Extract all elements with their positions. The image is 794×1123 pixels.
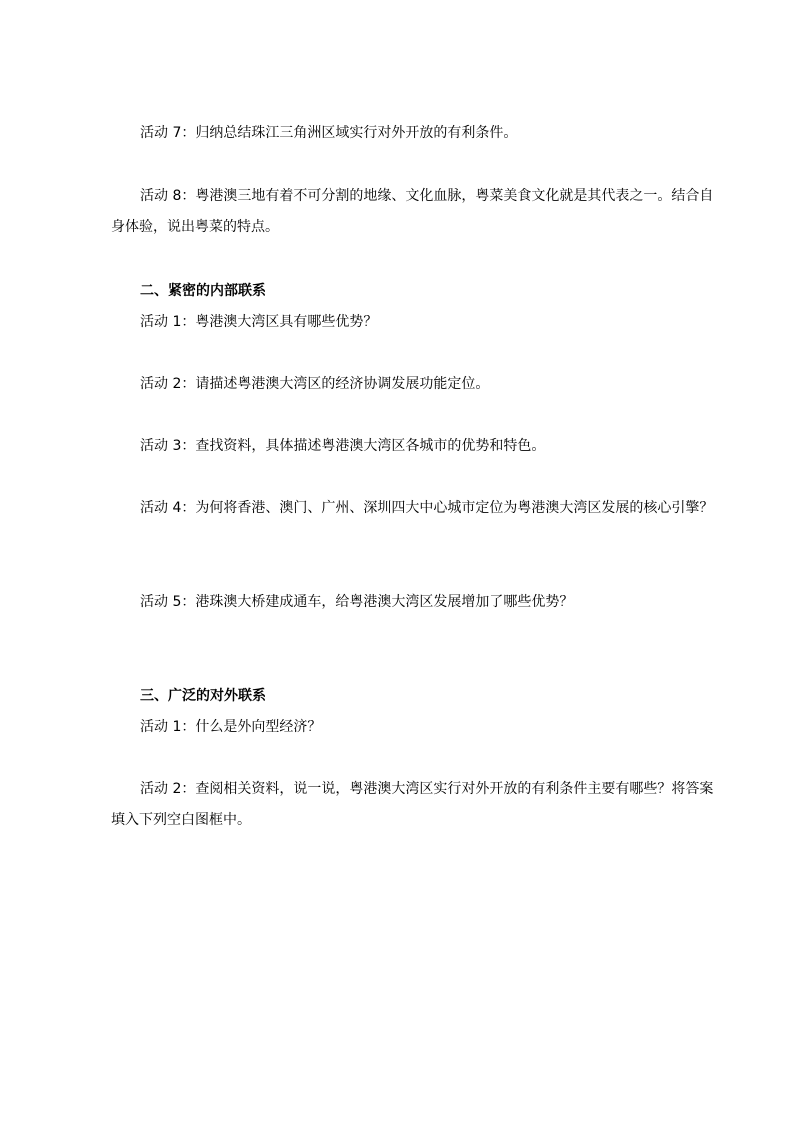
- section-2-activity-5: 活动 5：港珠澳大桥建成通车，给粤港澳大湾区发展增加了哪些优势？: [140, 594, 574, 610]
- section-2-activity-1: 活动 1：粤港澳大湾区具有哪些优势？: [140, 314, 378, 330]
- section-2-activity-2: 活动 2：请描述粤港澳大湾区的经济协调发展功能定位。: [140, 376, 490, 392]
- section-3-activity-1: 活动 1：什么是外向型经济？: [140, 719, 322, 735]
- section-3-activity-2: 活动 2：查阅相关资料，说一说，粤港澳大湾区实行对外开放的有利条件主要有哪些？将答案填入下列空白图框中。: [111, 781, 714, 828]
- activity-8-text: 活动 8：粤港澳三地有着不可分割的地缘、文化血脉，粤菜美食文化就是其代表之一。结合自身体验，说出粤菜的特点。: [111, 188, 714, 235]
- section-2-activity-3: 活动 3：查找资料，具体描述粤港澳大湾区各城市的优势和特色。: [140, 438, 546, 454]
- section-2-heading: 二、紧密的内部联系: [140, 283, 266, 299]
- section-2-activity-4: 活动 4：为何将香港、澳门、广州、深圳四大中心城市定位为粤港澳大湾区发展的核心引擎？: [140, 500, 714, 516]
- activity-7-text: 活动 7：归纳总结珠江三角洲区域实行对外开放的有利条件。: [140, 125, 518, 141]
- section-3-heading: 三、广泛的对外联系: [140, 688, 266, 704]
